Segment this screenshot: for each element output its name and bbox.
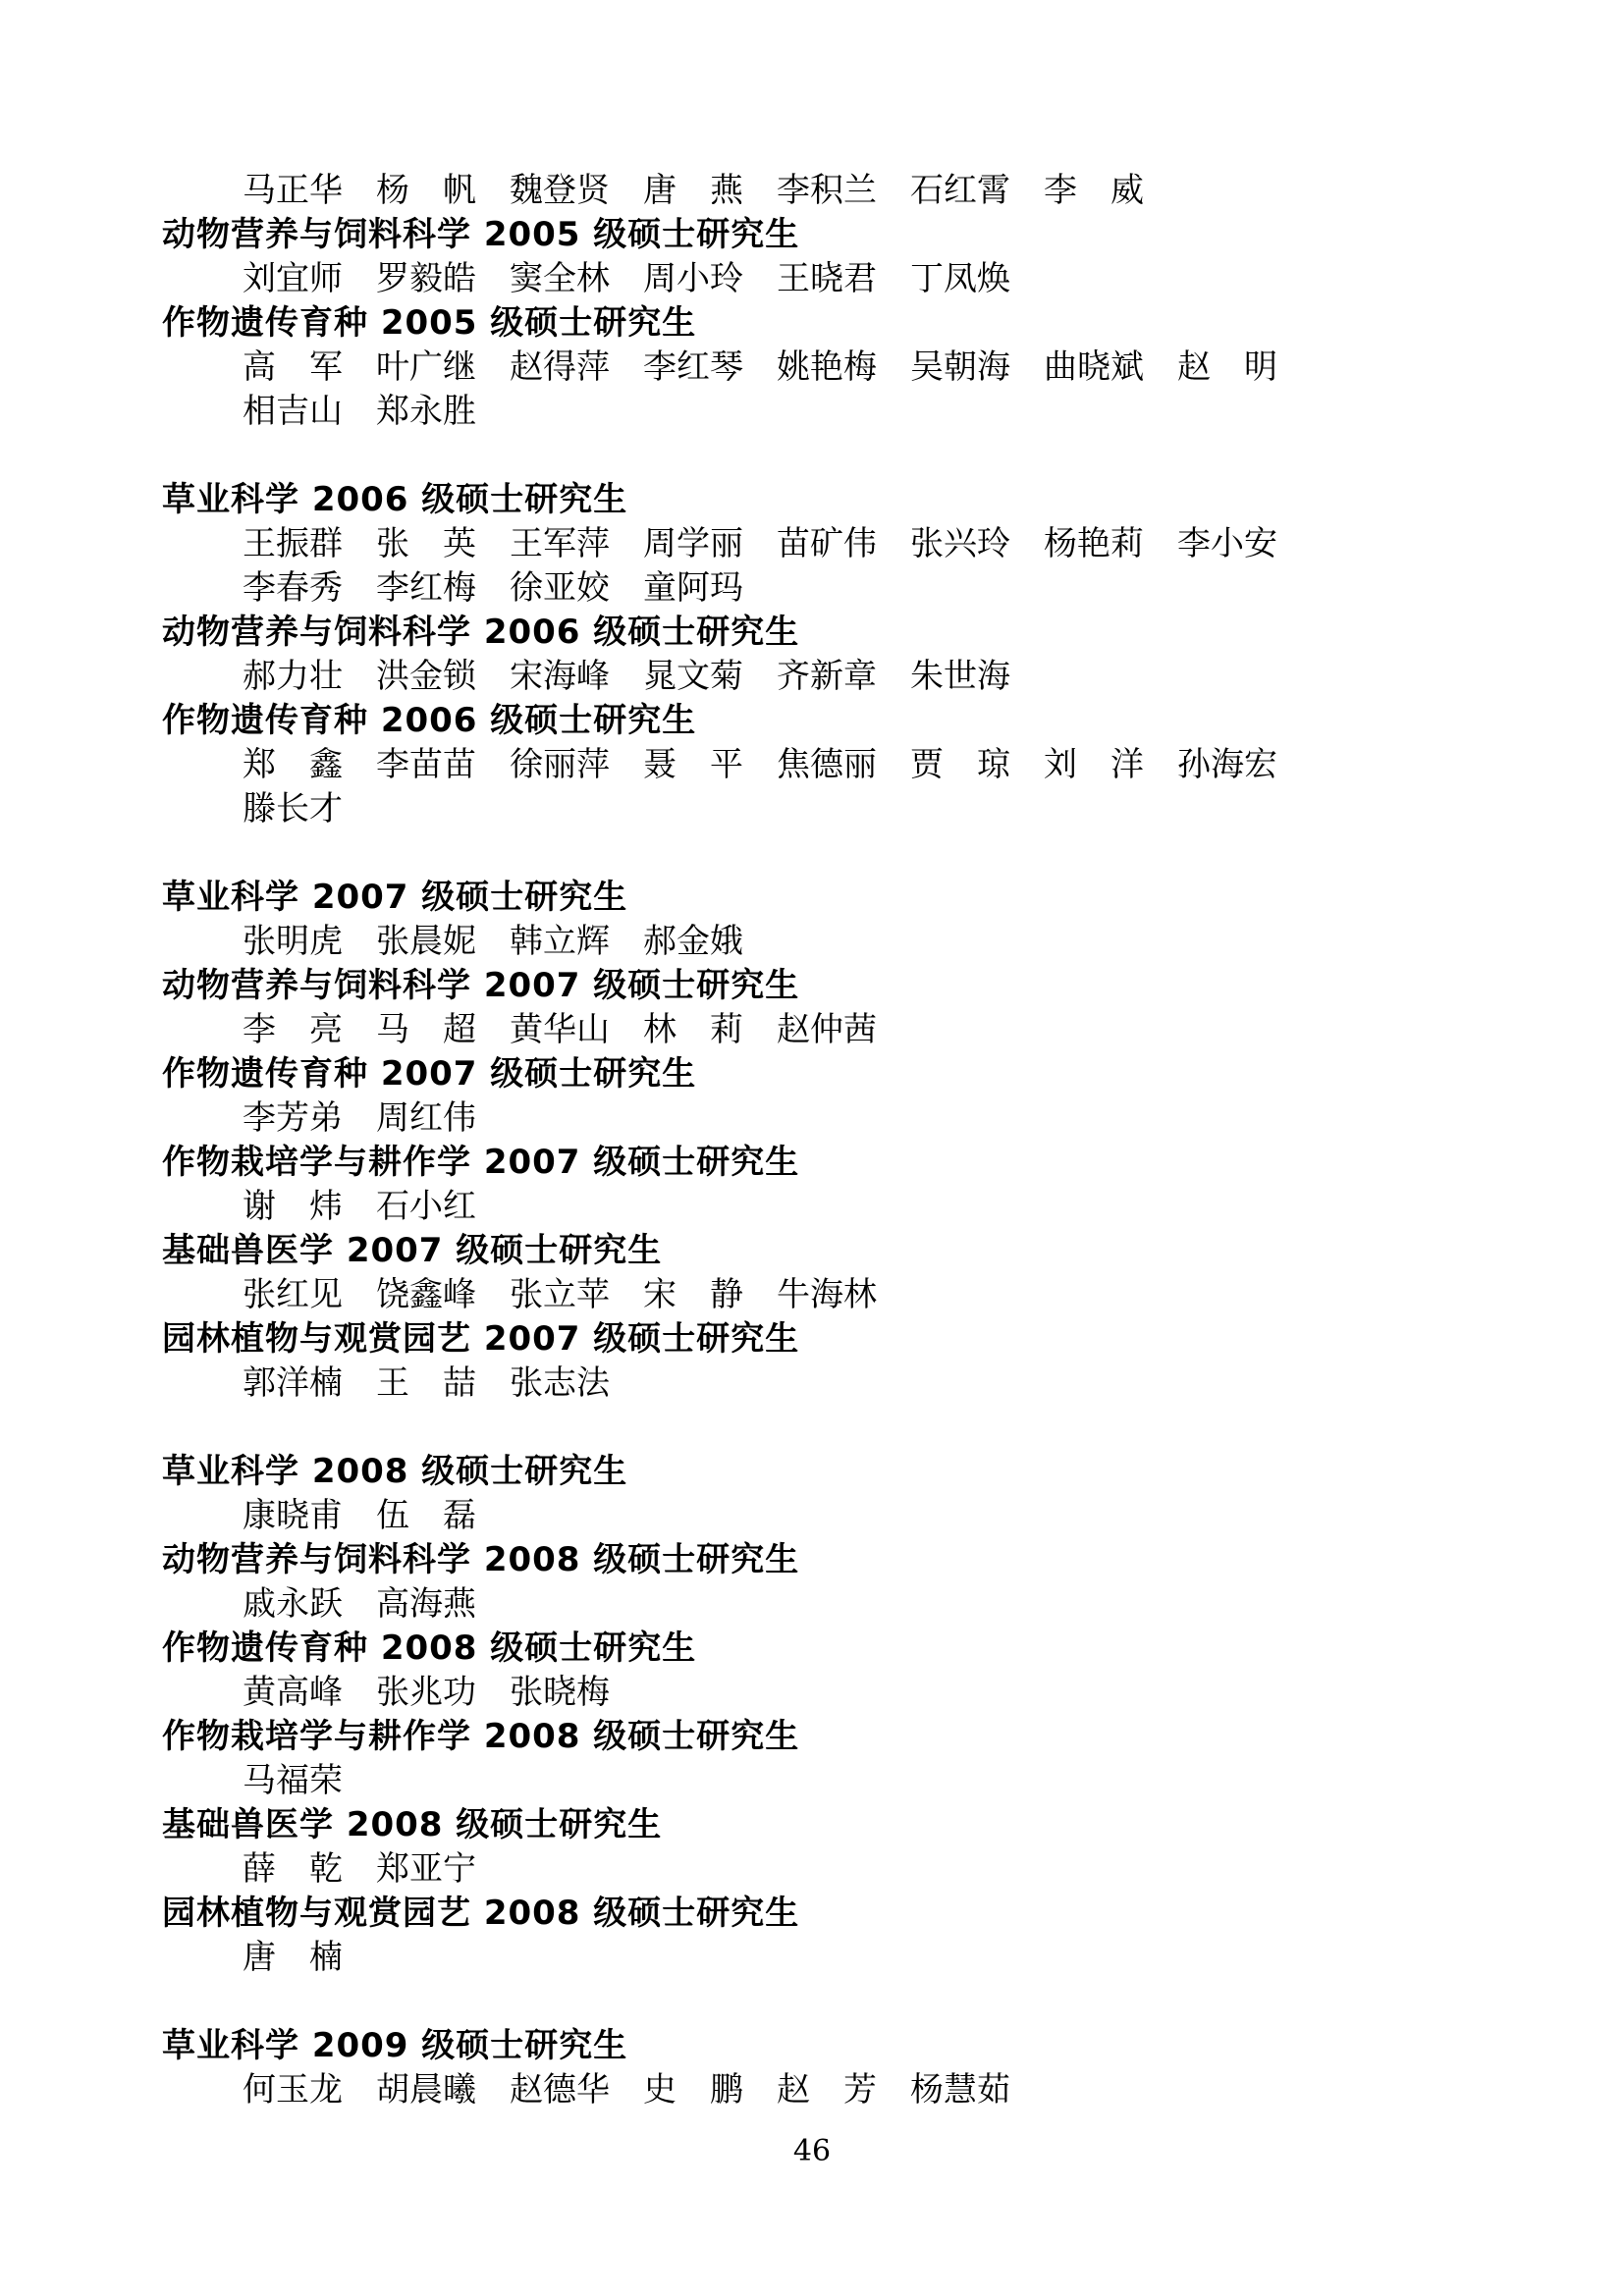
student-names-line: 薛 乾 郑亚宁 bbox=[243, 1849, 476, 1889]
blank-line bbox=[162, 1406, 1487, 1450]
section-heading: 园林植物与观赏园艺 2007 级硕士研究生 bbox=[162, 1319, 800, 1359]
student-names-line: 高 军 叶广继 赵得萍 李红琴 姚艳梅 吴朝海 曲晓斌 赵 明 bbox=[243, 347, 1277, 387]
section-heading: 动物营养与饲料科学 2008 级硕士研究生 bbox=[162, 1540, 800, 1579]
student-names-line: 黄高峰 张兆功 张晓梅 bbox=[243, 1673, 610, 1712]
student-names-line: 张明虎 张晨妮 韩立辉 郝金娥 bbox=[243, 922, 743, 961]
section-heading: 作物栽培学与耕作学 2007 级硕士研究生 bbox=[162, 1143, 800, 1182]
section-heading: 草业科学 2009 级硕士研究生 bbox=[162, 2026, 628, 2065]
section-heading: 作物遗传育种 2007 级硕士研究生 bbox=[162, 1054, 697, 1094]
section-heading: 基础兽医学 2007 级硕士研究生 bbox=[162, 1231, 663, 1270]
student-names-line: 戚永跃 高海燕 bbox=[243, 1584, 476, 1624]
section-heading: 基础兽医学 2008 级硕士研究生 bbox=[162, 1805, 663, 1844]
student-names-line: 马福荣 bbox=[243, 1761, 343, 1800]
student-names-line: 李春秀 李红梅 徐亚姣 童阿玛 bbox=[243, 568, 743, 608]
student-names-line: 张红见 饶鑫峰 张立苹 宋 静 牛海林 bbox=[243, 1275, 877, 1314]
student-names-line: 康晓甫 伍 磊 bbox=[243, 1496, 476, 1535]
section-heading: 草业科学 2006 级硕士研究生 bbox=[162, 480, 628, 519]
student-names-line: 唐 楠 bbox=[243, 1938, 343, 1977]
section-heading: 动物营养与饲料科学 2005 级硕士研究生 bbox=[162, 215, 800, 254]
section-heading: 草业科学 2008 级硕士研究生 bbox=[162, 1452, 628, 1491]
student-names-line: 李芳弟 周红伟 bbox=[243, 1098, 476, 1138]
section-heading: 草业科学 2007 级硕士研究生 bbox=[162, 878, 628, 917]
student-names-line: 郑 鑫 李苗苗 徐丽萍 聂 平 焦德丽 贾 琼 刘 洋 孙海宏 bbox=[243, 745, 1277, 784]
student-names-line: 马正华 杨 帆 魏登贤 唐 燕 李积兰 石红霄 李 威 bbox=[243, 171, 1144, 210]
blank-line bbox=[162, 831, 1487, 876]
student-names-line: 滕长才 bbox=[243, 789, 343, 828]
blank-line bbox=[162, 1980, 1487, 2024]
page-footer bbox=[0, 2134, 1624, 2168]
section-heading: 作物遗传育种 2005 级硕士研究生 bbox=[162, 303, 697, 343]
student-names-line: 郝力壮 洪金锁 宋海峰 晁文菊 齐新章 朱世海 bbox=[243, 657, 1010, 696]
section-heading: 作物遗传育种 2006 级硕士研究生 bbox=[162, 701, 697, 740]
student-names-line: 谢 炜 石小红 bbox=[243, 1187, 476, 1226]
section-heading: 作物栽培学与耕作学 2008 级硕士研究生 bbox=[162, 1717, 800, 1756]
section-heading: 动物营养与饲料科学 2007 级硕士研究生 bbox=[162, 966, 800, 1005]
blank-line bbox=[162, 434, 1487, 478]
student-names-line: 刘宜师 罗毅皓 窦全林 周小玲 王晓君 丁凤焕 bbox=[243, 259, 1010, 298]
section-heading: 动物营养与饲料科学 2006 级硕士研究生 bbox=[162, 613, 800, 652]
section-heading: 园林植物与观赏园艺 2008 级硕士研究生 bbox=[162, 1894, 800, 1933]
student-names-line: 李 亮 马 超 黄华山 林 莉 赵仲茜 bbox=[243, 1010, 877, 1049]
student-names-line: 何玉龙 胡晨曦 赵德华 史 鹏 赵 芳 杨慧茹 bbox=[243, 2070, 1010, 2109]
page-number: 46 bbox=[792, 2134, 832, 2168]
section-heading: 作物遗传育种 2008 级硕士研究生 bbox=[162, 1629, 697, 1668]
student-names-line: 相吉山 郑永胜 bbox=[243, 392, 476, 431]
student-names-line: 郭洋楠 王 喆 张志法 bbox=[243, 1363, 610, 1403]
student-roster bbox=[162, 169, 1487, 2112]
student-names-line: 王振群 张 英 王军萍 周学丽 苗矿伟 张兴玲 杨艳莉 李小安 bbox=[243, 524, 1277, 563]
